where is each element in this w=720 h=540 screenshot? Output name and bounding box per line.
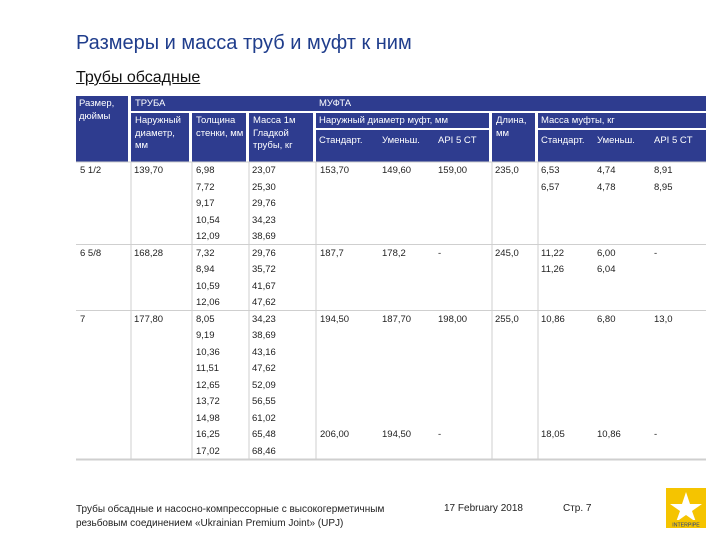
table-cell: 7,32 bbox=[196, 247, 215, 259]
header-coupling-outer-diameter: Наружный диаметр муфт, мм bbox=[319, 115, 448, 126]
page-title: Размеры и масса труб и муфт к ним bbox=[76, 32, 412, 54]
table-cell: 178,2 bbox=[382, 247, 406, 259]
table-cell: 6 5/8 bbox=[80, 247, 102, 259]
header-pipe-outer-diameter: Наружный диаметр, мм bbox=[135, 115, 181, 151]
table-cell: 6,53 bbox=[541, 165, 560, 176]
table-cell: 9,17 bbox=[196, 198, 215, 209]
table-cell: 41,67 bbox=[252, 280, 276, 292]
table-cell: 25,30 bbox=[252, 181, 276, 193]
header-sub-standard: Стандарт. bbox=[541, 135, 585, 146]
table-cell: 34,23 bbox=[252, 214, 276, 226]
header-size: Размер, дюймы bbox=[79, 98, 115, 122]
footer-date: 17 February 2018 bbox=[444, 503, 523, 514]
header-coupling-length: Длина, мм bbox=[496, 115, 527, 139]
table-cell: 16,25 bbox=[196, 429, 220, 440]
table-cell: 12,09 bbox=[196, 231, 220, 242]
table-cell: 56,55 bbox=[252, 396, 276, 407]
table-cell: 34,23 bbox=[252, 313, 276, 325]
table-cell: 29,76 bbox=[252, 198, 276, 209]
table-cell: 47,62 bbox=[252, 363, 276, 374]
table-cell: 255,0 bbox=[495, 313, 519, 325]
table-cell: 6,00 bbox=[597, 247, 616, 259]
footer-page-number: Стр. 7 bbox=[563, 503, 592, 514]
table-cell: 7 bbox=[80, 313, 86, 325]
table-cell: - bbox=[654, 247, 658, 259]
table-cell: 11,26 bbox=[541, 264, 565, 275]
header-background bbox=[316, 96, 706, 111]
table-cell: 52,09 bbox=[252, 379, 276, 391]
table-cell: 5 1/2 bbox=[80, 165, 102, 176]
table-cell: 65,48 bbox=[252, 429, 276, 440]
logo-text: INTERPIPE bbox=[672, 522, 700, 528]
table-cell: 11,51 bbox=[196, 363, 220, 374]
table-cell: 194,50 bbox=[382, 429, 412, 440]
table-cell: 18,05 bbox=[541, 429, 565, 440]
table-cell: 10,86 bbox=[597, 429, 621, 440]
table-cell: 139,70 bbox=[134, 165, 164, 176]
footer-line-1: Трубы обсадные и насосно-компрессорные с высокогерметичным bbox=[76, 504, 385, 515]
table-cell: 10,54 bbox=[196, 214, 220, 226]
header-pipe-group: ТРУБА bbox=[135, 98, 166, 109]
table-cell: 149,60 bbox=[382, 165, 412, 176]
table-cell: 4,78 bbox=[597, 181, 616, 193]
table-cell: 12,06 bbox=[196, 297, 220, 308]
footer-description bbox=[76, 503, 384, 531]
table-cell: 7,72 bbox=[196, 181, 215, 193]
header-pipe-mass: Масса 1м Гладкой трубы, кг bbox=[253, 115, 296, 151]
header-sub-api: API 5 CT bbox=[438, 135, 477, 146]
table-cell: 38,69 bbox=[252, 231, 276, 242]
table-cell: 187,7 bbox=[320, 247, 344, 259]
table-cell: 235,0 bbox=[495, 165, 519, 176]
table-cell: - bbox=[438, 247, 442, 259]
table-cell: 68,46 bbox=[252, 445, 276, 457]
table-cell: 13,0 bbox=[654, 313, 673, 325]
table-cell: 153,70 bbox=[320, 165, 350, 176]
interpipe-logo bbox=[666, 488, 706, 528]
header-coupling-mass: Масса муфты, кг bbox=[541, 115, 615, 126]
table-cell: 10,59 bbox=[196, 280, 220, 292]
table-cell: 194,50 bbox=[320, 313, 350, 325]
table-cell: 6,57 bbox=[541, 181, 560, 193]
table-cell: 8,91 bbox=[654, 165, 673, 176]
table-cell: 159,00 bbox=[438, 165, 468, 176]
table-cell: 23,07 bbox=[252, 165, 276, 176]
table-cell: 8,94 bbox=[196, 264, 215, 275]
table-cell: 12,65 bbox=[196, 379, 220, 391]
table-cell: 13,72 bbox=[196, 396, 220, 407]
table-cell: 38,69 bbox=[252, 330, 276, 341]
table-cell: 4,74 bbox=[597, 165, 616, 176]
table-cell: 245,0 bbox=[495, 247, 519, 259]
table-cell: 8,05 bbox=[196, 313, 215, 325]
header-sub-api: API 5 CT bbox=[654, 135, 693, 146]
table-cell: 187,70 bbox=[382, 313, 412, 325]
header-pipe-wall: Толщина стенки, мм bbox=[196, 115, 244, 139]
header-sub-reduced: Уменьш. bbox=[597, 135, 635, 146]
table-cell: 10,86 bbox=[541, 313, 565, 325]
table-cell: 14,98 bbox=[196, 412, 220, 424]
table-cell: - bbox=[654, 429, 658, 440]
table-cell: 6,80 bbox=[597, 313, 616, 325]
table-cell: 206,00 bbox=[320, 429, 350, 440]
header-coupling-group: МУФТА bbox=[319, 98, 352, 109]
footer-line-2: резьбовым соединением «Ukrainian Premium Joint» (UPJ) bbox=[76, 518, 344, 529]
table-cell: 61,02 bbox=[252, 412, 276, 424]
table-cell: 6,98 bbox=[196, 165, 215, 176]
table-cell: 6,04 bbox=[597, 264, 616, 275]
table-cell: - bbox=[438, 429, 442, 440]
header-sub-standard: Стандарт. bbox=[319, 135, 363, 146]
table-cell: 168,28 bbox=[134, 247, 164, 259]
table-cell: 43,16 bbox=[252, 346, 276, 358]
table-cell: 198,00 bbox=[438, 313, 468, 325]
table-cell: 10,36 bbox=[196, 346, 220, 358]
table-cell: 11,22 bbox=[541, 247, 565, 259]
table-cell: 9,19 bbox=[196, 330, 215, 341]
page-subtitle: Трубы обсадные bbox=[76, 69, 201, 86]
table-cell: 35,72 bbox=[252, 264, 276, 275]
table-cell: 29,76 bbox=[252, 247, 276, 259]
table-cell: 47,62 bbox=[252, 297, 276, 308]
table-cell: 17,02 bbox=[196, 445, 220, 457]
table-cell: 8,95 bbox=[654, 181, 673, 193]
table-cell: 177,80 bbox=[134, 313, 164, 325]
header-sub-reduced: Уменьш. bbox=[382, 135, 420, 146]
